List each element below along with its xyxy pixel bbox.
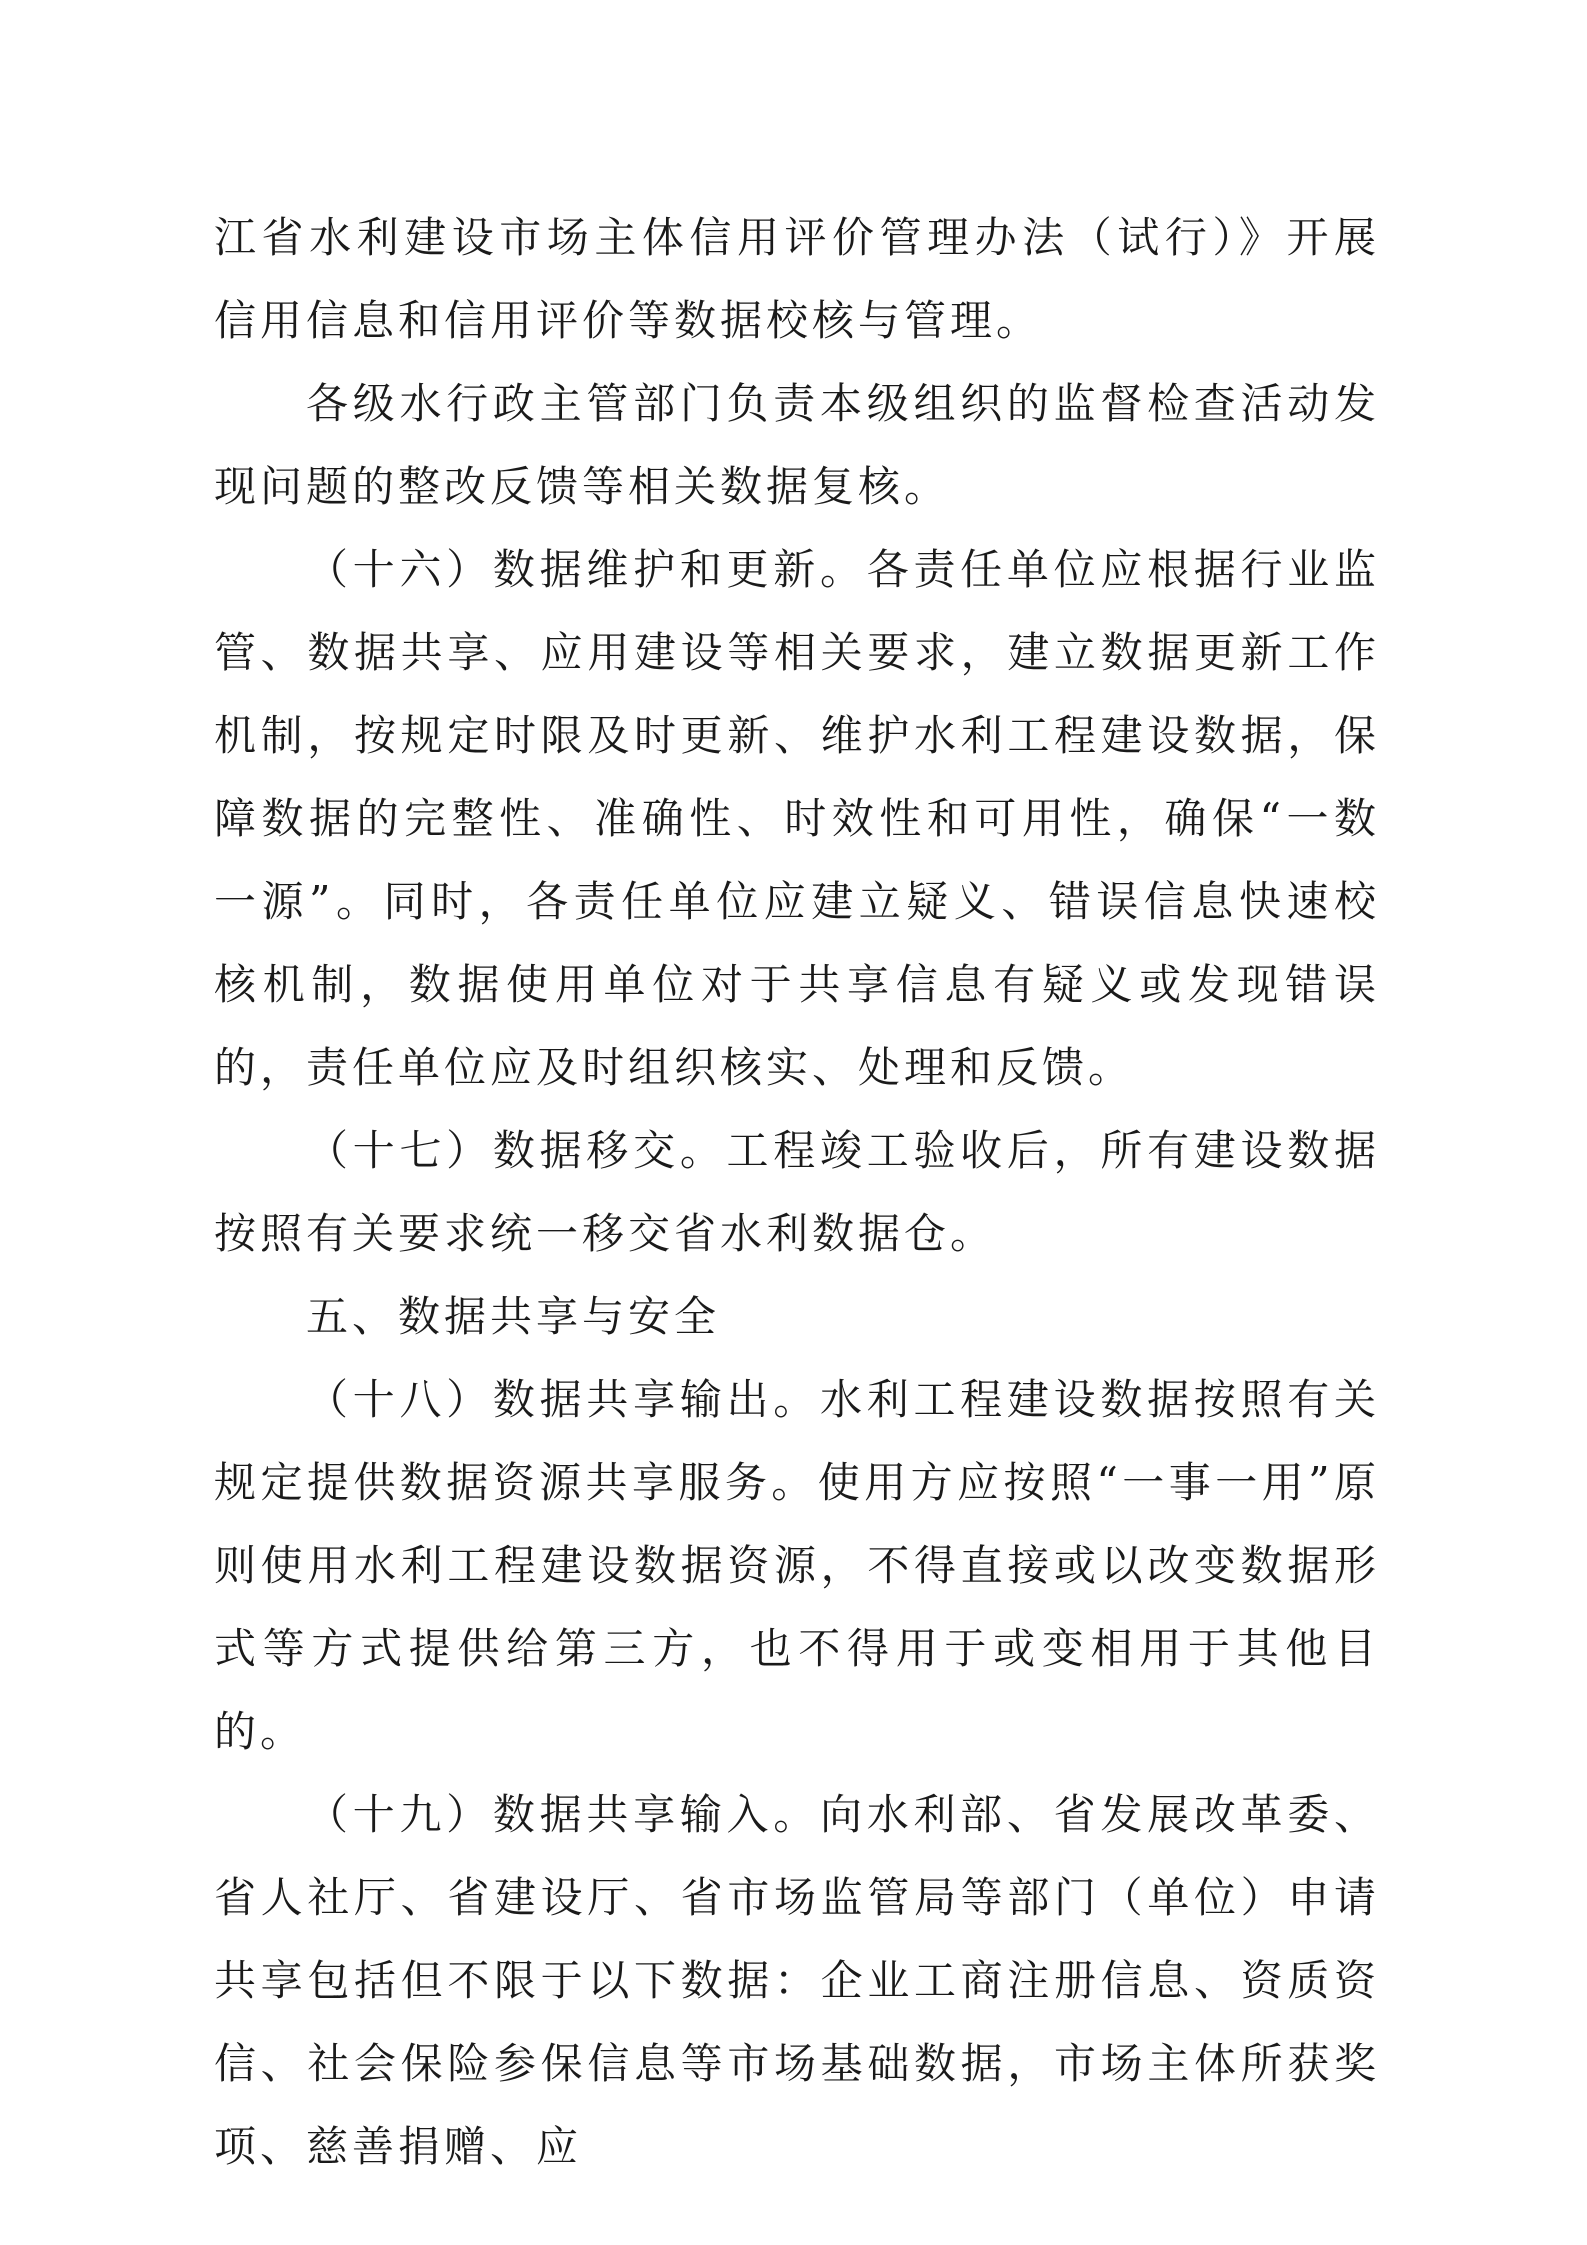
paragraph-17-data-transfer: （十七）数据移交。工程竣工验收后，所有建设数据按照有关要求统一移交省水利数据仓。 xyxy=(214,1126,1380,1258)
paragraph-credit-evaluation: 江省水利建设市场主体信用评价管理办法（试行）》开展信用信息和信用评价等数据校核与管理。 xyxy=(214,213,1380,345)
paragraph-16-data-maintenance: （十六）数据维护和更新。各责任单位应根据行业监管、数据共享、应用建设等相关要求，建立数据更新工作机制，按规定时限及时更新、维护水利工程建设数据，保障数据的完整性、准确性、时效性和可用性，确保“一数一源”。同时，各责任单位应建立疑义、错误信息快速校核机制，数据使用单位对于共享信息有疑义或发现错误的，责任单位应及时组织核实、处理和反馈。 xyxy=(214,545,1380,1092)
paragraph-18-data-sharing-output: （十八）数据共享输出。水利工程建设数据按照有关规定提供数据资源共享服务。使用方应按照“一事一用”原则使用水利工程建设数据资源，不得直接或以改变数据形式等方式提供给第三方，也不得用于或变相用于其他目的。 xyxy=(214,1375,1380,1756)
document-body xyxy=(214,196,1380,2188)
paragraph-19-data-sharing-input: （十九）数据共享输入。向水利部、省发展改革委、省人社厅、省建设厅、省市场监管局等部门（单位）申请共享包括但不限于以下数据：企业工商注册信息、资质资信、社会保险参保信息等市场基础数据，市场主体所获奖项、慈善捐赠、应 xyxy=(214,1790,1380,2171)
section-heading-data-sharing-security: 五、数据共享与安全 xyxy=(306,1292,721,1341)
paragraph-supervision-review: 各级水行政主管部门负责本级组织的监督检查活动发现问题的整改反馈等相关数据复核。 xyxy=(214,379,1380,511)
